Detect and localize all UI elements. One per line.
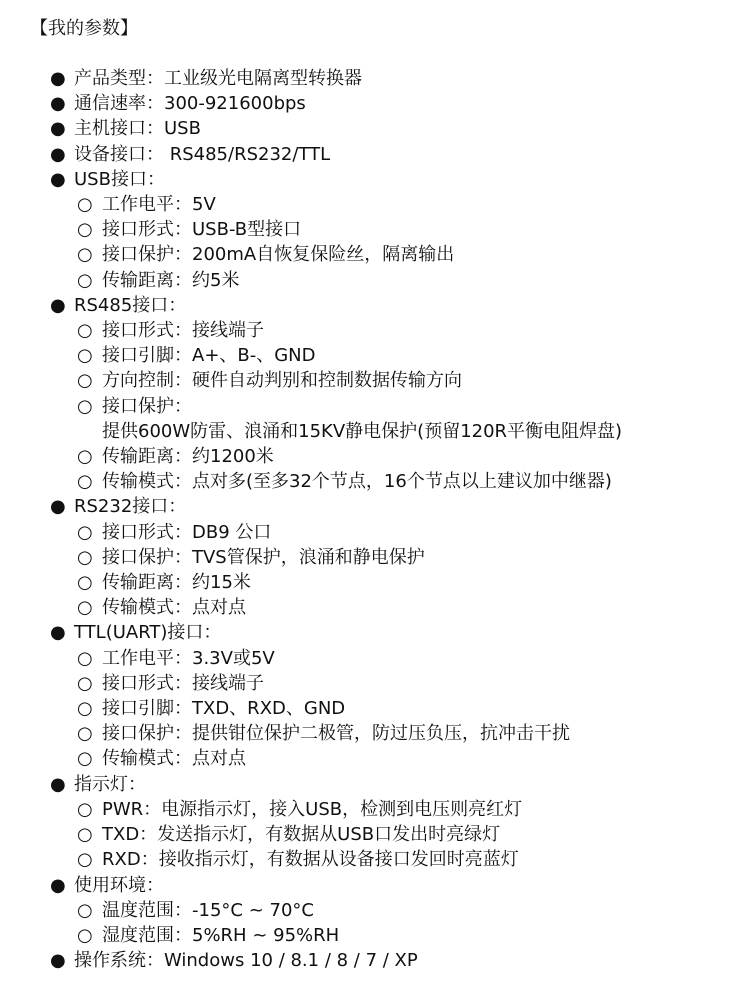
spec-item xyxy=(0,772,750,797)
hollow-bullet-icon: ○ xyxy=(77,723,93,745)
spec-text: 温度范围：-15°C ~ 70°C xyxy=(102,899,314,921)
spec-subitem xyxy=(0,847,750,872)
hollow-bullet-icon: ○ xyxy=(77,269,93,291)
spec-text: 方向控制：硬件自动判别和控制数据传输方向 xyxy=(102,370,462,392)
spec-subitem xyxy=(0,646,750,671)
spec-text: RS232接口： xyxy=(74,496,187,518)
hollow-bullet-icon: ○ xyxy=(77,320,93,342)
spec-item xyxy=(0,91,750,116)
hollow-bullet-icon: ○ xyxy=(77,849,93,871)
spec-item xyxy=(0,873,750,898)
spec-text: PWR：电源指示灯，接入USB，检测到电压则亮红灯 xyxy=(102,798,523,820)
spec-text: 传输距离：约15米 xyxy=(102,572,251,594)
spec-subitem xyxy=(0,268,750,293)
spec-subitem xyxy=(0,192,750,217)
spec-list xyxy=(0,66,750,973)
hollow-bullet-icon: ○ xyxy=(77,647,93,669)
spec-subitem xyxy=(0,217,750,242)
hollow-bullet-icon: ○ xyxy=(77,521,93,543)
spec-subitem xyxy=(0,746,750,771)
spec-text: TTL(UART)接口： xyxy=(74,622,222,644)
spec-text: 接口引脚：A+、B-、GND xyxy=(102,345,316,367)
spec-text: 操作系统：Windows 10 / 8.1 / 8 / 7 / XP xyxy=(74,950,418,972)
spec-text: 湿度范围：5%RH ~ 95%RH xyxy=(102,924,340,946)
filled-bullet-icon: ● xyxy=(50,93,66,115)
spec-text: 接口形式：接线端子 xyxy=(102,320,264,342)
spec-subitem xyxy=(0,797,750,822)
hollow-bullet-icon: ○ xyxy=(77,345,93,367)
spec-text: 指示灯： xyxy=(74,773,146,795)
spec-text: TXD：发送指示灯，有数据从USB口发出时亮绿灯 xyxy=(102,824,501,846)
spec-text: 传输模式：点对多(至多32个节点，16个节点以上建议加中继器) xyxy=(102,471,612,493)
hollow-bullet-icon: ○ xyxy=(77,672,93,694)
spec-item xyxy=(0,293,750,318)
spec-item xyxy=(0,948,750,973)
filled-bullet-icon: ● xyxy=(50,143,66,165)
spec-text: 使用环境： xyxy=(74,874,164,896)
filled-bullet-icon: ● xyxy=(50,874,66,896)
hollow-bullet-icon: ○ xyxy=(77,194,93,216)
spec-text: 接口保护：200mA自恢复保险丝，隔离输出 xyxy=(102,244,455,266)
hollow-bullet-icon: ○ xyxy=(77,748,93,770)
spec-subitem xyxy=(0,368,750,393)
spec-text: 通信速率：300-921600bps xyxy=(74,93,306,115)
spec-item xyxy=(0,66,750,91)
section-heading: 【我的参数】 xyxy=(30,18,138,39)
spec-text: 传输模式：点对点 xyxy=(102,748,246,770)
spec-subitem xyxy=(0,444,750,469)
spec-text: 主机接口：USB xyxy=(74,118,201,140)
spec-text: 传输模式：点对点 xyxy=(102,597,246,619)
hollow-bullet-icon: ○ xyxy=(77,924,93,946)
hollow-bullet-icon: ○ xyxy=(77,597,93,619)
spec-subitem xyxy=(0,469,750,494)
spec-subitem xyxy=(0,923,750,948)
spec-text: 接口保护：TVS管保护，浪涌和静电保护 xyxy=(102,546,425,568)
spec-subitem xyxy=(0,671,750,696)
spec-item xyxy=(0,620,750,645)
spec-item xyxy=(0,494,750,519)
hollow-bullet-icon: ○ xyxy=(77,471,93,493)
spec-item xyxy=(0,142,750,167)
spec-text: USB接口： xyxy=(74,168,165,190)
spec-subitem xyxy=(0,898,750,923)
spec-item xyxy=(0,167,750,192)
hollow-bullet-icon: ○ xyxy=(77,244,93,266)
spec-text: 传输距离：约5米 xyxy=(102,269,240,291)
spec-subitem xyxy=(0,595,750,620)
spec-subitem xyxy=(0,343,750,368)
spec-subitem xyxy=(0,822,750,847)
spec-subitem xyxy=(0,545,750,570)
spec-text: 接口引脚：TXD、RXD、GND xyxy=(102,698,346,720)
filled-bullet-icon: ● xyxy=(50,773,66,795)
spec-text: 接口形式：USB-B型接口 xyxy=(102,219,302,241)
spec-text: 接口保护：提供钳位保护二极管，防过压负压，抗冲击干扰 xyxy=(102,723,570,745)
hollow-bullet-icon: ○ xyxy=(77,546,93,568)
hollow-bullet-icon: ○ xyxy=(77,370,93,392)
filled-bullet-icon: ● xyxy=(50,294,66,316)
spec-text: 接口形式：DB9 公口 xyxy=(102,521,272,543)
hollow-bullet-icon: ○ xyxy=(77,798,93,820)
spec-subitem xyxy=(0,696,750,721)
spec-text: 工作电平：3.3V或5V xyxy=(102,647,275,669)
spec-text: 设备接口： RS485/RS232/TTL xyxy=(74,143,331,165)
spec-subitem xyxy=(0,318,750,343)
spec-text: RXD：接收指示灯，有数据从设备接口发回时亮蓝灯 xyxy=(102,849,519,871)
spec-text: 接口形式：接线端子 xyxy=(102,672,264,694)
spec-item xyxy=(0,116,750,141)
spec-text: 产品类型：工业级光电隔离型转换器 xyxy=(74,68,362,89)
spec-term: 接口保护： xyxy=(102,395,192,417)
filled-bullet-icon: ● xyxy=(50,118,66,140)
spec-text: RS485接口： xyxy=(74,294,187,316)
hollow-bullet-icon: ○ xyxy=(77,824,93,846)
hollow-bullet-icon: ○ xyxy=(77,698,93,720)
filled-bullet-icon: ● xyxy=(50,496,66,518)
filled-bullet-icon: ● xyxy=(50,68,66,89)
hollow-bullet-icon: ○ xyxy=(77,899,93,921)
spec-text: 传输距离：约1200米 xyxy=(102,446,274,468)
filled-bullet-icon: ● xyxy=(50,950,66,972)
spec-subitem xyxy=(0,570,750,595)
filled-bullet-icon: ● xyxy=(50,168,66,190)
spec-subitem xyxy=(0,520,750,545)
spec-subitem xyxy=(0,721,750,746)
hollow-bullet-icon: ○ xyxy=(77,572,93,594)
spec-value: 提供600W防雷、浪涌和15KV静电保护(预留120R平衡电阻焊盘) xyxy=(102,420,623,442)
spec-subitem xyxy=(0,242,750,267)
spec-subitem xyxy=(0,394,750,444)
hollow-bullet-icon: ○ xyxy=(77,219,93,241)
hollow-bullet-icon: ○ xyxy=(77,395,93,417)
filled-bullet-icon: ● xyxy=(50,622,66,644)
hollow-bullet-icon: ○ xyxy=(77,446,93,468)
spec-text: 工作电平：5V xyxy=(102,194,216,216)
